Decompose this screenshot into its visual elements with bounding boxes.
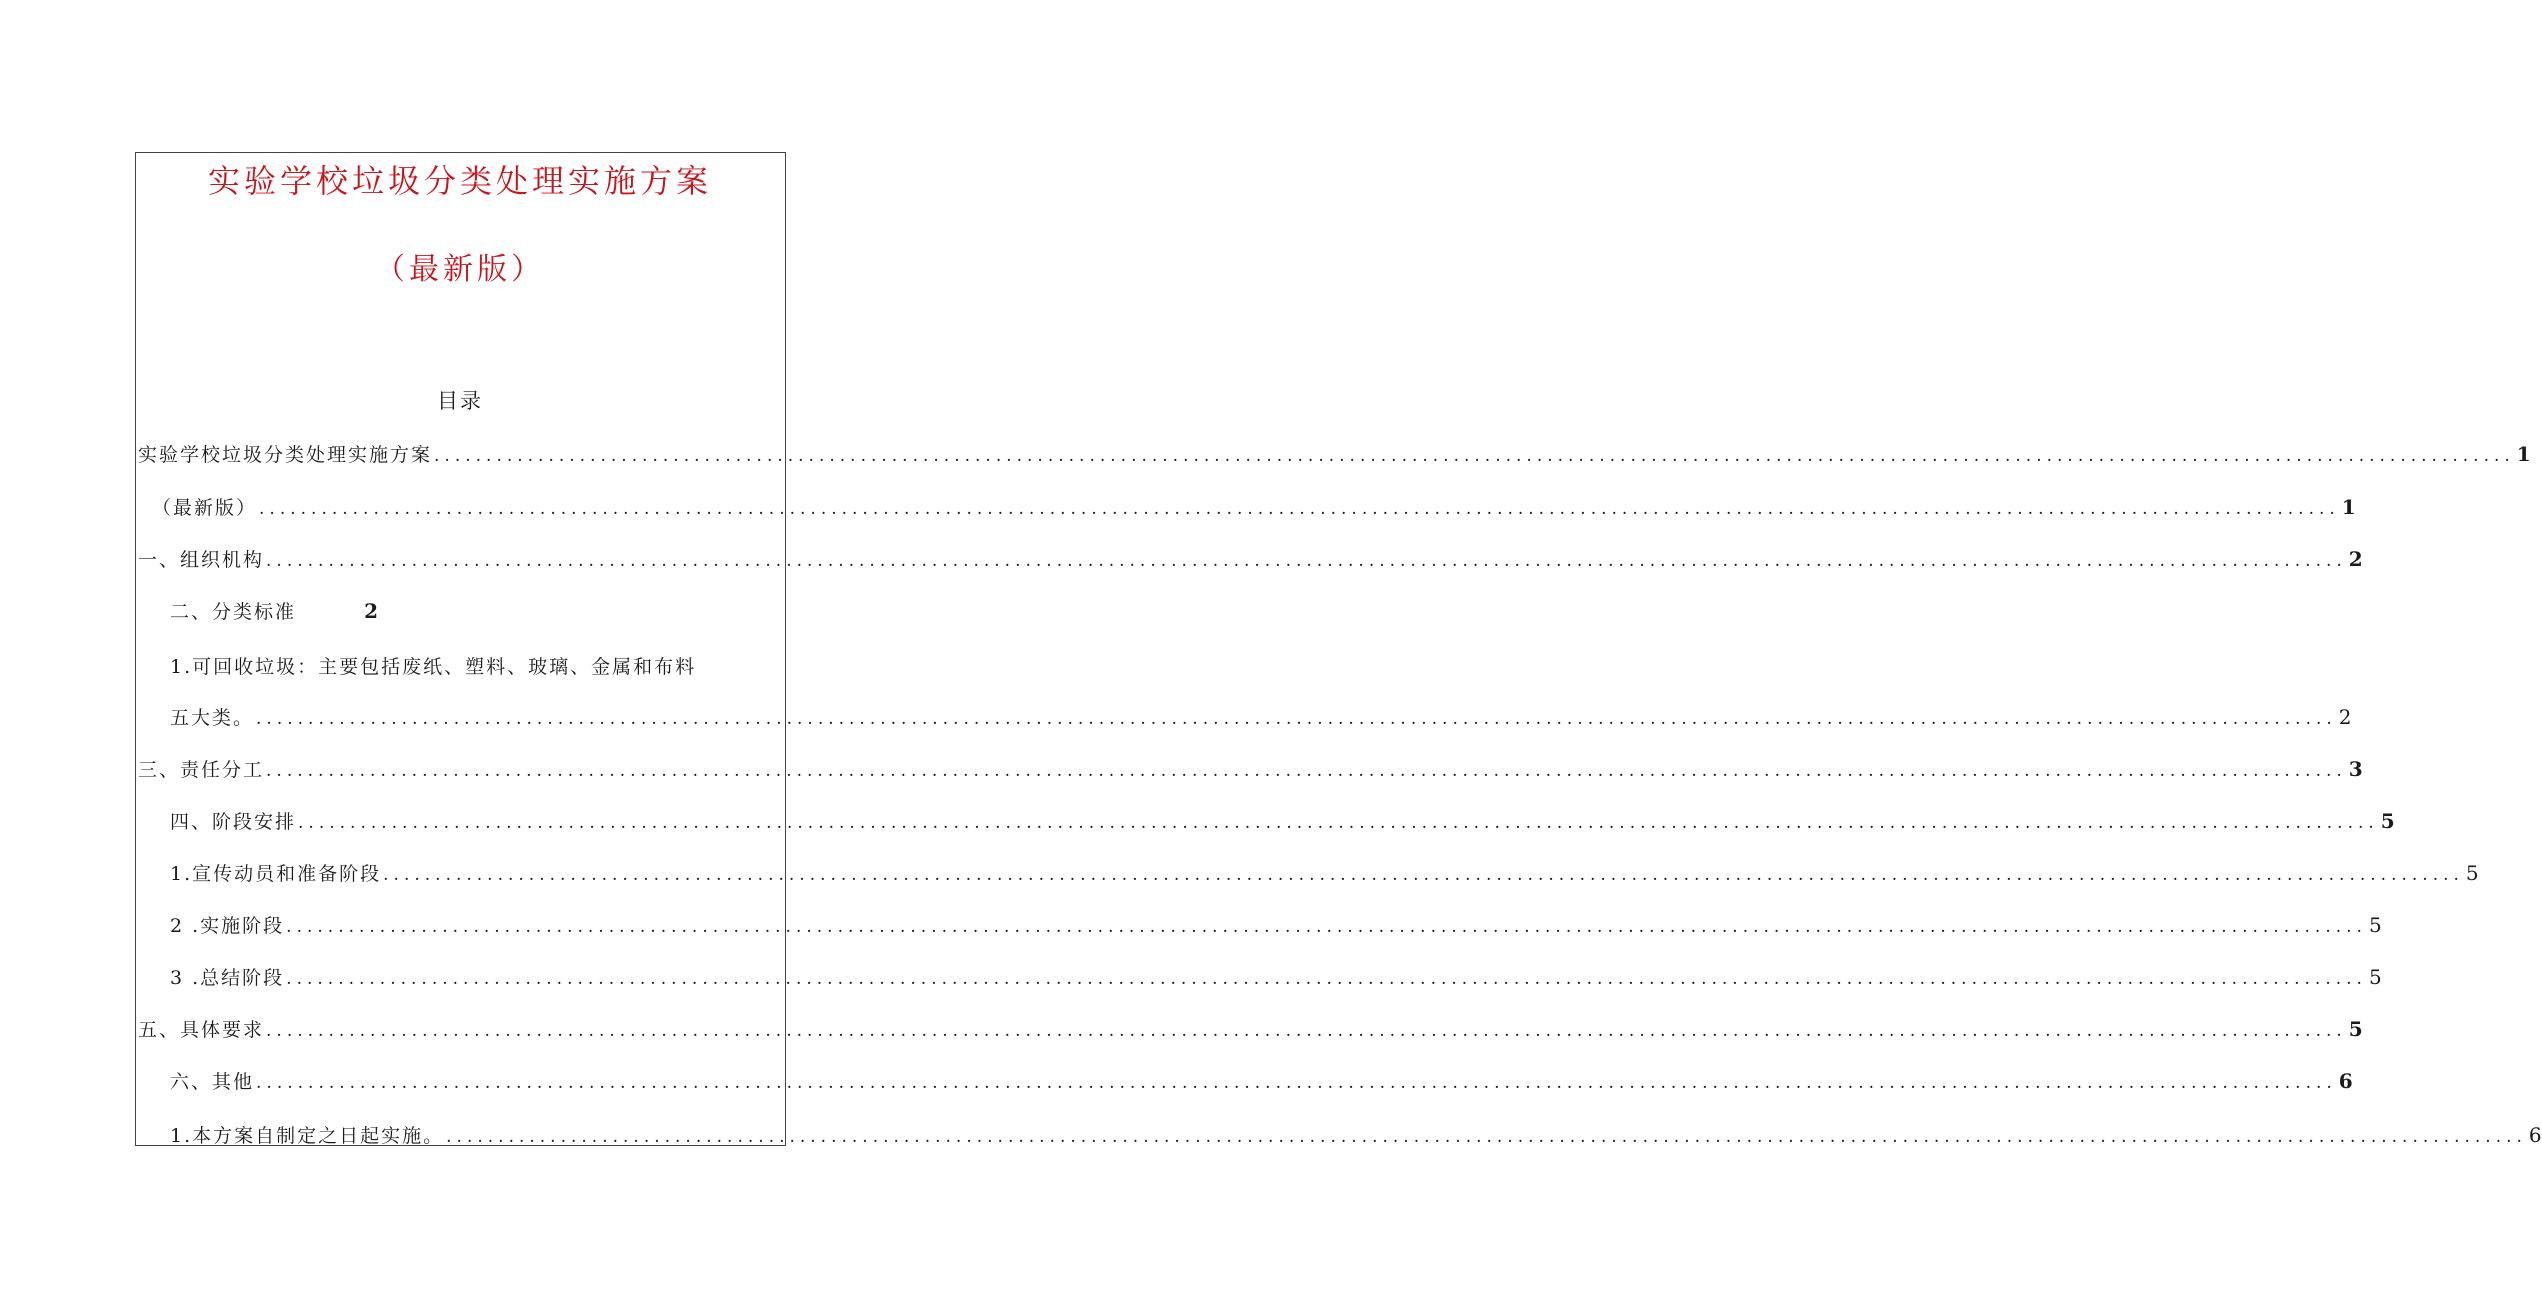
toc-entry-page: 2 [2348, 547, 2363, 571]
toc-entry-page: 5 [2465, 861, 2479, 885]
toc-entry-label: 实验学校垃圾分类处理实施方案 [138, 444, 433, 466]
toc-dot-leader: ........................................................................................................................................................................................................ [298, 813, 2379, 833]
toc-entry-page: 5 [2368, 913, 2382, 937]
document-title: 实验学校垃圾分类处理实施方案 [207, 162, 712, 200]
toc-entry[interactable] [170, 1121, 2542, 1148]
toc-entry-page: 2 [2338, 705, 2352, 729]
toc-entry-label: 四、阶段安排 [170, 811, 297, 833]
toc-entry-label: 五、具体要求 [138, 1019, 265, 1041]
toc-dot-leader: ........................................................................................................................................................................................................ [266, 551, 2347, 571]
toc-entry[interactable] [138, 755, 2363, 782]
toc-entry-page: 6 [2528, 1123, 2542, 1147]
toc-entry[interactable] [170, 859, 2479, 886]
toc-dot-leader: ........................................................................................................................................................................................................ [256, 709, 2337, 729]
toc-entry[interactable] [152, 493, 2356, 520]
toc-dot-leader: ........................................................................................................................................................................................................ [286, 969, 2367, 989]
toc-entry-label: 2 .实施阶段 [170, 915, 285, 937]
page-frame [135, 152, 786, 1146]
toc-entry[interactable] [170, 597, 378, 624]
toc-entry[interactable] [170, 963, 2382, 990]
toc-dot-leader: ........................................................................................................................................................................................................ [259, 499, 2340, 519]
toc-dot-leader: ........................................................................................................................................................................................................ [256, 1073, 2337, 1093]
toc-entry-page: 5 [2380, 809, 2395, 833]
toc-entry-label: 五大类。 [170, 707, 255, 729]
toc-dot-leader: ........................................................................................................................................................................................................ [266, 761, 2347, 781]
toc-entry[interactable] [170, 807, 2395, 834]
toc-entry-label: 3 .总结阶段 [170, 967, 285, 989]
toc-entry[interactable] [138, 545, 2363, 572]
toc-entry-label: 六、其他 [170, 1071, 255, 1093]
toc-entry-page: 1 [2341, 495, 2356, 519]
toc-entry[interactable] [138, 1015, 2363, 1042]
toc-entry-label: 二、分类标准 [170, 601, 297, 623]
toc-entry-label: 一、组织机构 [138, 549, 265, 571]
toc-entry-label: 1.本方案自制定之日起实施。 [170, 1125, 445, 1147]
toc-heading: 目录 [437, 389, 483, 413]
toc-entry[interactable] [170, 652, 760, 679]
toc-entry-page: 1 [2516, 442, 2531, 466]
toc-entry-page: 6 [2338, 1069, 2353, 1093]
toc-dot-leader: ........................................................................................................................................................................................................ [286, 917, 2367, 937]
toc-dot-leader: ........................................................................................................................................................................................................ [434, 446, 2515, 466]
toc-dot-leader: ........................................................................................................................................................................................................ [446, 1127, 2527, 1147]
toc-entry[interactable] [170, 1067, 2353, 1094]
toc-dot-leader: ........................................................................................................................................................................................................ [383, 865, 2464, 885]
toc-entry[interactable] [138, 440, 2531, 467]
toc-entry[interactable] [170, 703, 2352, 730]
toc-entry-label: 1.可回收垃圾：主要包括废纸、塑料、玻璃、金属和布料 [170, 656, 697, 678]
document-subtitle: （最新版） [375, 252, 545, 287]
toc-entry-page: 2 [364, 599, 378, 623]
toc-entry-page: 5 [2348, 1017, 2363, 1041]
toc-entry-label: 1.宣传动员和准备阶段 [170, 863, 382, 885]
toc-entry-page: 5 [2368, 965, 2382, 989]
toc-entry-label: 三、责任分工 [138, 759, 265, 781]
toc-dot-leader: ........................................................................................................................................................................................................ [266, 1021, 2347, 1041]
toc-entry-page: 3 [2348, 757, 2363, 781]
toc-entry-label: （最新版） [152, 497, 258, 519]
toc-entry[interactable] [170, 911, 2382, 938]
